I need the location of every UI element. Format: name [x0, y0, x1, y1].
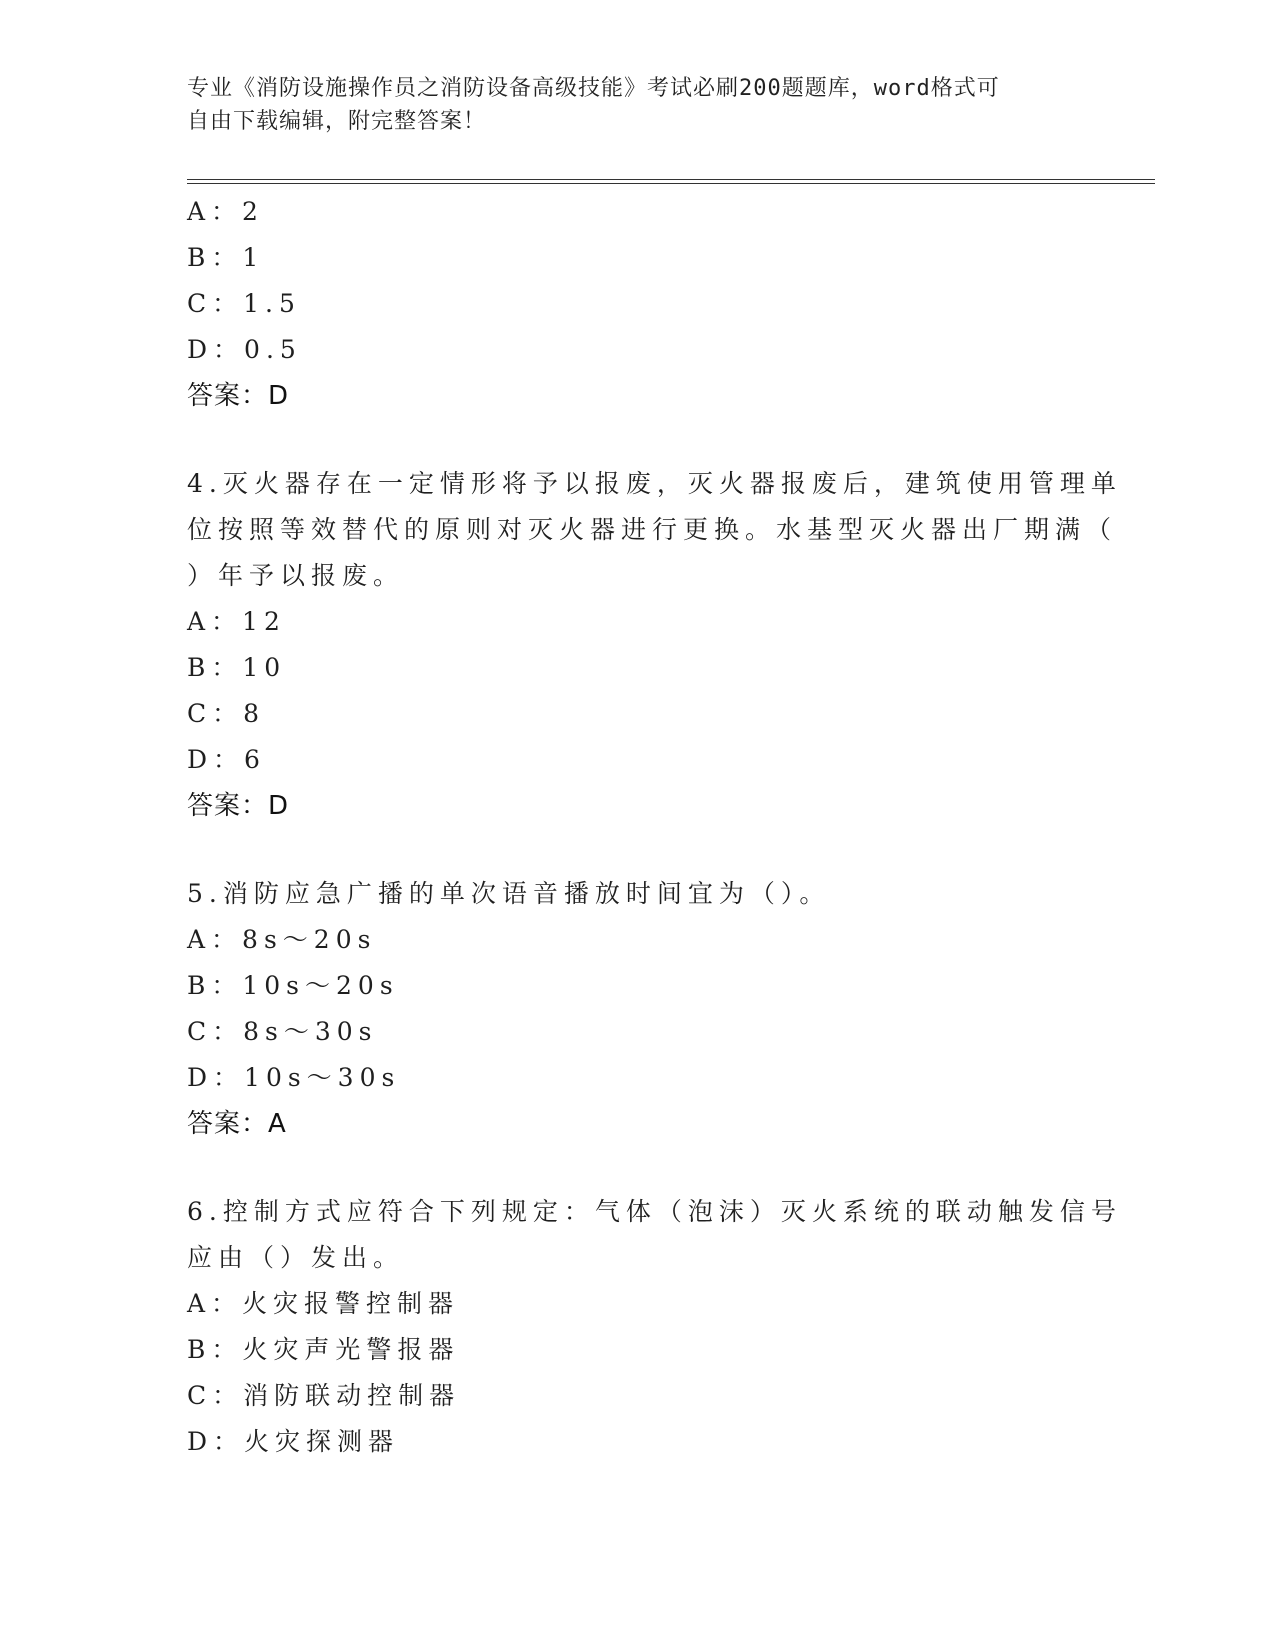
option-b: B：10s～20s — [187, 971, 399, 1000]
question-stem — [187, 461, 1122, 599]
question-list — [187, 189, 1122, 1465]
option-b: B：10 — [187, 653, 287, 682]
option-a: A：12 — [187, 607, 286, 636]
option-d: D：6 — [187, 745, 266, 774]
question-6 — [187, 1189, 1122, 1465]
question-stem — [187, 871, 1067, 917]
answer-line: 答案：A — [187, 1109, 287, 1139]
question-stem-line: 应由（）发出。 — [187, 1243, 405, 1272]
question-stem-line: ）年予以报废。 — [187, 561, 405, 590]
spacer — [187, 419, 1087, 461]
option-d: D：火灾探测器 — [187, 1427, 400, 1456]
question-3 — [187, 189, 1087, 419]
option-c: C：8 — [187, 699, 266, 728]
option-a: A：2 — [187, 197, 264, 226]
option-b: B：1 — [187, 243, 265, 272]
header-line-2: 自由下载编辑，附完整答案！ — [187, 109, 487, 134]
answer-line: 答案：D — [187, 381, 290, 411]
header-divider-bottom — [187, 183, 1155, 184]
question-stem-line: 6.控制方式应符合下列规定：气体（泡沫）灭火系统的联动触发信号 — [187, 1197, 1122, 1226]
question-stem-line: 位按照等效替代的原则对灭火器进行更换。水基型灭火器出厂期满（ — [187, 515, 1118, 544]
option-d: D：0.5 — [187, 335, 302, 364]
question-4 — [187, 461, 1122, 829]
option-a: A：8s～20s — [187, 925, 377, 954]
header-divider-top — [187, 179, 1155, 180]
option-d: D：10s～30s — [187, 1063, 401, 1092]
spacer — [187, 1147, 1087, 1189]
answer-line: 答案：D — [187, 791, 290, 821]
option-c: C：消防联动控制器 — [187, 1381, 461, 1410]
question-stem — [187, 1189, 1122, 1281]
question-5 — [187, 871, 1087, 1147]
option-c: C：8s～30s — [187, 1017, 378, 1046]
header-line-1: 专业《消防设施操作员之消防设备高级技能》考试必刷200题题库，word格式可 — [187, 76, 1000, 101]
spacer — [187, 829, 1087, 871]
option-a: A：火灾报警控制器 — [187, 1289, 460, 1318]
option-c: C：1.5 — [187, 289, 301, 318]
document-header — [187, 72, 1067, 138]
question-stem-line: 5.消防应急广播的单次语音播放时间宜为（）。 — [187, 879, 831, 908]
option-b: B：火灾声光警报器 — [187, 1335, 460, 1364]
question-stem-line: 4.灭火器存在一定情形将予以报废，灭火器报废后，建筑使用管理单 — [187, 469, 1122, 498]
